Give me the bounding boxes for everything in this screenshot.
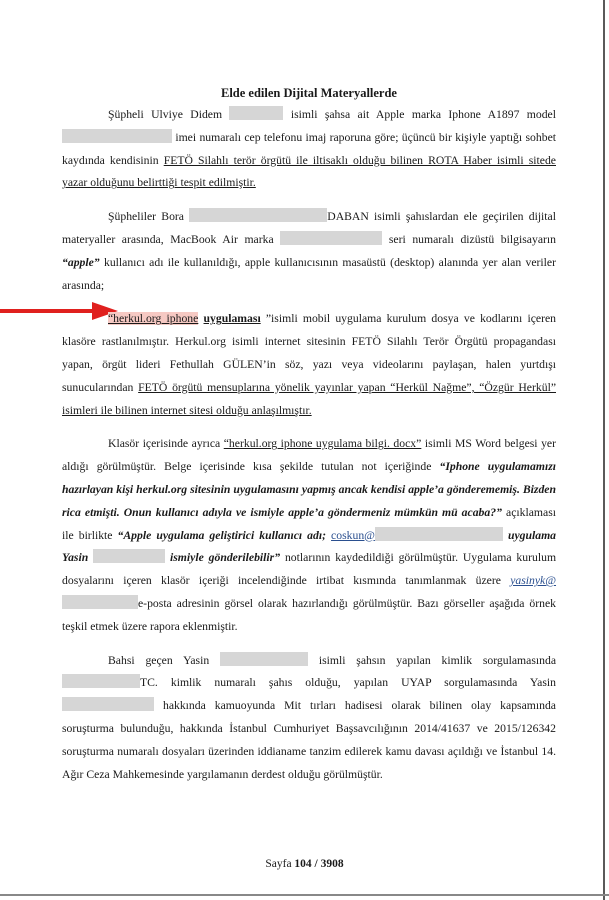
page-footer (0, 858, 609, 870)
redaction-block (62, 129, 172, 143)
footer-page-total: 3908 (320, 858, 344, 870)
p1-text-a: Şüpheli Ulviye Didem (108, 108, 223, 121)
p1-text-b: isimli şahsa ait Apple marka Iphone A1897 model (290, 108, 556, 121)
p4-text-f: “Apple uygulama geliştirici kullanıcı adı; (117, 528, 326, 542)
p5-text-a: Bahsi geçen Yasin (108, 653, 210, 667)
p1-text-d: FETÖ Silahlı terör örgütü ile iltisaklı olduğu bilinen ROTA Haber isimli sitede yazar olduğunu belirttiği tespit edilmiştir. (62, 153, 556, 190)
p5-text-d: hakkında kamuoyunda Mit tırları hadisesi olarak bilinen olay kapsamında soruşturma bulunduğu, hakkında İstanbul Cumhuriyet Başsavcılığının 2014/41637 ve 2015/126342 soruşturma numaralı dosyaları üzerinden iddianame tanzim edilerek kamu davası açıldığı ve İstanbul 14. Ağır Ceza Mahkemesinde yargılamanın derdest olduğu görülmüştür. (62, 699, 556, 781)
page-edge-bottom (0, 894, 609, 896)
p4-text-d: “Iphone uygulamamızı hazırlayan kişi herkul.org sitesinin uygulamasını yapmış ancak kendisi apple’a gönderememiş. Bizden rica etmişti. Onun kullanıcı adıyla ve ismiyle apple’a göndermeniz mümkün mü acaba?” (62, 460, 557, 519)
p1-text-c: imei numaralı cep telefonu imaj raporuna göre; üçüncü bir kişiyle yaptığı sohbet kaydında kendisinin (62, 130, 556, 167)
p5-text-b: isimli şahsın yapılan kimlik sorgulamasında (318, 653, 557, 667)
p2-text-e: kullanıcı adı ile kullanıldığı, apple kullanıcısının masaüstü (desktop) alanında yer alan veriler arasında; (62, 255, 557, 292)
redaction-block (280, 231, 382, 245)
p2-text-d: “apple” (62, 255, 100, 269)
email-link-coskun[interactable]: coskun@ (331, 528, 375, 542)
redaction-block (93, 549, 165, 563)
document-body (62, 82, 556, 786)
p3-text-d: FETÖ örgütü mensuplarına yönelik yayınlar yapan “Herkül Nağme”, “Özgür Herkül” isimleri ile bilinen internet sitesi olduğu anlaşılmıştır. (62, 380, 556, 417)
p4-text-b: “herkul.org iphone uygulama bilgi. docx” (223, 437, 422, 451)
redaction-block (375, 527, 503, 541)
redaction-block (189, 208, 327, 222)
footer-page-number: 104 (294, 858, 312, 870)
paragraph-5 (62, 650, 556, 787)
p5-text-c: TC. kimlik numaralı şahıs olduğu, yapılan UYAP sorgulamasında Yasin (140, 676, 556, 690)
email-link-yasinyk[interactable]: yasinyk@ (510, 574, 557, 588)
p4-text-c: isimli MS Word belgesi yer aldığı görülmüştür. Belge içerisinde kısa şekilde tutulan not içeriğinde (62, 437, 557, 474)
p3-text-c: ”isimli mobil uygulama kurulum dosya ve kodlarını içeren klasöre rastlanılmıştır. Herkul.org isimli internet sitesinin FETÖ Silahlı Terör Örgütü propagandası yapan, örgüt lideri Fethullah GÜLEN’in söz, yazı veya videolarını paylaşan, halen yurtdışı sunucularından (62, 312, 556, 394)
p3-text-a: “herkul.org iphone (108, 312, 199, 326)
page-edge-right (603, 0, 605, 900)
redaction-block (62, 595, 138, 609)
paragraph-1 (62, 104, 556, 195)
p4-text-j: notlarının kaydedildiği görülmüştür. Uygulama kurulum dosyalarını içeren klasör içeriği incelendiğinde irtibat kısmında tanımlanmak üzere (62, 551, 557, 588)
redaction-block (220, 652, 308, 666)
paragraph-2 (62, 206, 556, 297)
footer-label: Sayfa (265, 858, 292, 870)
footer-separator: / (314, 858, 318, 870)
redaction-block (62, 674, 140, 688)
p4-text-h: uygulama Yasin (62, 528, 557, 565)
p2-text-b: DABAN isimli şahıslardan ele geçirilen dijital materyaller arasında, MacBook Air marka (62, 210, 556, 246)
paragraph-4 (62, 433, 556, 638)
p4-text-a: Klasör içerisinde ayrıca (108, 437, 221, 451)
section-title: Elde edilen Dijital Materyallerde (220, 86, 397, 100)
p2-text-a: Şüpheliler Bora (108, 210, 184, 224)
paragraph-3 (62, 308, 556, 422)
redaction-block (229, 106, 283, 120)
p4-text-e: açıklaması ile birlikte (62, 505, 556, 542)
redaction-block (62, 697, 154, 711)
p4-text-l: e-posta adresinin görsel olarak hazırlandığı görülmüştür. Bazı görseller aşağıda örnek teşkil etmek üzere rapora eklenmiştir. (62, 596, 556, 633)
p4-text-i: ismiyle gönderilebilir” (170, 551, 281, 565)
p2-text-c: seri numaralı dizüstü bilgisayarın (388, 232, 556, 246)
p3-text-b: uygulaması (203, 312, 261, 326)
